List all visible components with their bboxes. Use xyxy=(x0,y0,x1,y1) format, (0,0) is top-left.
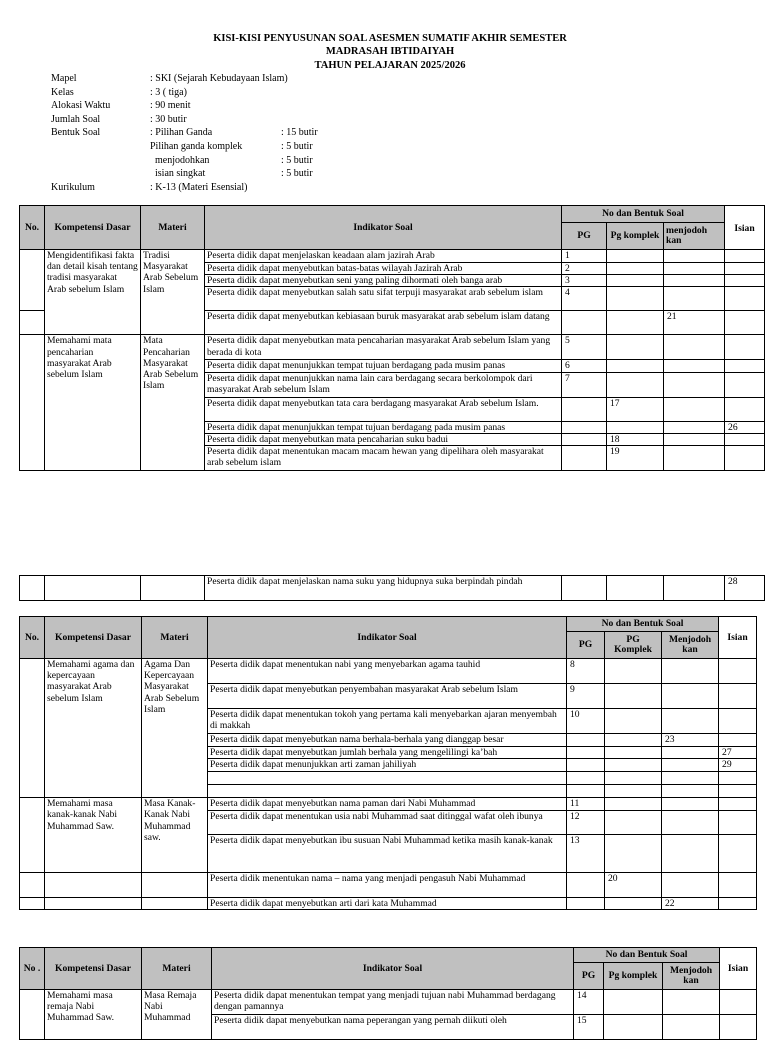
kd-cell: Memahami mata pencaharian masyarakat Arab sebelum Islam xyxy=(45,335,141,471)
indikator-cell: Peserta didik dapat menyebutkan mata pencaharian masyarakat Arab sebelum Islam yang berada di kota xyxy=(205,335,562,360)
meta-key: Bentuk Soal xyxy=(51,127,101,139)
mj-cell: 23 xyxy=(662,734,719,747)
pg-cell: 9 xyxy=(567,684,605,709)
col-isian-header: Isian xyxy=(725,223,765,250)
isian-cell xyxy=(725,372,765,397)
col-materi-header: Materi xyxy=(142,617,208,659)
col-group-header: No dan Bentuk Soal xyxy=(562,206,725,223)
col-pgk-header: Pg komplek xyxy=(607,223,664,250)
pgk-cell xyxy=(605,772,662,785)
col-pg-header: PG xyxy=(567,632,605,659)
meta-key: Mapel xyxy=(51,73,77,84)
blank-header xyxy=(725,206,765,223)
mj-cell xyxy=(662,659,719,684)
pgk-cell: 20 xyxy=(605,873,662,898)
col-indikator-header: Indikator Soal xyxy=(208,617,567,659)
isian-cell xyxy=(720,1015,757,1040)
isian-cell: 29 xyxy=(719,759,757,772)
pgk-cell xyxy=(605,759,662,772)
isian-cell xyxy=(719,835,757,873)
indikator-cell: Peserta didik dapat menyebutkan kebiasaan buruk masyarakat arab sebelum islam datang xyxy=(205,311,562,335)
isian-cell xyxy=(719,798,757,811)
indikator-cell: Peserta didik dapat menunjukkan tempat tujuan berdagang pada musim panas xyxy=(205,360,562,372)
col-mj-header: Menjodoh kan xyxy=(663,963,720,990)
pgk-cell xyxy=(605,659,662,684)
mj-cell xyxy=(662,684,719,709)
indikator-cell: Peserta didik dapat menentukan tempat yang menjadi tujuan nabi Muhammad berdagang dengan pamannya xyxy=(212,990,574,1015)
mj-cell xyxy=(662,759,719,772)
col-no-header: No. xyxy=(20,206,45,250)
no-cell xyxy=(20,990,45,1040)
pg-cell: 12 xyxy=(567,811,605,835)
pgk-cell xyxy=(607,263,664,275)
kisi-table-4 xyxy=(19,947,757,1040)
isian-cell xyxy=(725,263,765,275)
indikator-cell: Peserta didik dapat menyebutkan jumlah berhala yang mengelilingi ka’bah xyxy=(208,747,567,759)
meta-value: : SKI (Sejarah Kebudayaan Islam) xyxy=(150,73,288,84)
mj-cell xyxy=(664,576,725,601)
isian-cell: 28 xyxy=(725,576,765,601)
meta-key: Alokasi Waktu xyxy=(51,100,111,112)
pgk-cell xyxy=(607,311,664,335)
indikator-cell: Peserta didik dapat menyebutkan seni yang paling dihormati oleh banga arab xyxy=(205,275,562,287)
indikator-cell xyxy=(208,772,567,785)
mj-cell xyxy=(664,372,725,397)
no-cell xyxy=(20,659,45,798)
indikator-cell: Peserta didik dapat menyebutkan salah satu sifat terpuji masyarakat arab sebelum islam xyxy=(205,287,562,311)
isian-cell xyxy=(725,287,765,311)
indikator-cell: Peserta didik dapat menunjukkan tempat tujuan berdagang pada musim panas xyxy=(205,421,562,433)
pgk-cell xyxy=(607,250,664,263)
col-kd-header: Kompetensi Dasar xyxy=(45,617,142,659)
mj-cell xyxy=(662,709,719,734)
isian-cell: 27 xyxy=(719,747,757,759)
pgk-cell xyxy=(607,372,664,397)
doc-title-1: KISI-KISI PENYUSUNAN SOAL ASESMEN SUMATIF AKHIR SEMESTER xyxy=(213,33,567,44)
col-indikator-header: Indikator Soal xyxy=(212,948,574,990)
kd-cell: Mengidentifikasi fakta dan detail kisah tentang tradisi masyarakat Arab sebelum Islam xyxy=(45,250,141,335)
mj-cell xyxy=(664,360,725,372)
pg-cell xyxy=(562,446,607,471)
pg-cell: 13 xyxy=(567,835,605,873)
kd-cell: Memahami agama dan kepercayaan masyarakat Arab sebelum Islam xyxy=(45,659,142,798)
col-kd-header: Kompetensi Dasar xyxy=(45,948,142,990)
indikator-cell: Peserta didik dapat menentukan nabi yang menyebarkan agama tauhid xyxy=(208,659,567,684)
pg-cell: 5 xyxy=(562,335,607,360)
meta-key: Kelas xyxy=(51,86,74,98)
pg-cell: 14 xyxy=(574,990,604,1015)
isian-cell xyxy=(719,709,757,734)
pg-cell xyxy=(562,397,607,421)
mj-cell xyxy=(663,990,720,1015)
pgk-cell: 18 xyxy=(607,433,664,445)
indikator-cell: Peserta didik menentukan nama – nama yang menjadi pengasuh Nabi Muhammad xyxy=(208,873,567,898)
materi-cell: Mata Pencaharian Masyarakat Arab Sebelum Islam xyxy=(141,335,205,471)
meta-count: : 15 butir xyxy=(281,127,318,139)
kd-cell xyxy=(45,873,142,898)
pgk-cell xyxy=(604,1015,663,1040)
meta-count: : 5 butir xyxy=(281,140,313,152)
indikator-cell xyxy=(208,785,567,798)
pg-cell xyxy=(567,785,605,798)
pgk-cell: 19 xyxy=(607,446,664,471)
pgk-cell xyxy=(607,275,664,287)
isian-cell xyxy=(719,734,757,747)
meta-key: Jumlah Soal xyxy=(51,113,101,125)
isian-cell xyxy=(725,433,765,445)
pg-cell xyxy=(567,898,605,910)
indikator-cell: Peserta didik dapat menentukan macam macam hewan yang dipelihara oleh masyarakat arab sebelum islam xyxy=(205,446,562,471)
kisi-table-2 xyxy=(19,575,765,601)
isian-cell xyxy=(725,311,765,335)
isian-cell xyxy=(719,811,757,835)
pgk-cell xyxy=(605,709,662,734)
kd-cell xyxy=(45,898,142,910)
kisi-table-1 xyxy=(19,205,765,471)
isian-cell xyxy=(720,990,757,1015)
kd-cell: Memahami masa remaja Nabi Muhammad Saw. xyxy=(45,990,142,1040)
pgk-cell xyxy=(605,835,662,873)
pg-cell: 3 xyxy=(562,275,607,287)
indikator-cell: Peserta didik dapat menyebutkan nama paman dari Nabi Muhammad xyxy=(208,798,567,811)
meta-value: Pilihan ganda komplek xyxy=(150,140,243,152)
mj-cell xyxy=(664,263,725,275)
indikator-cell: Peserta didik dapat menyebutkan ibu susuan Nabi Muhammad ketika masih kanak-kanak xyxy=(208,835,567,873)
indikator-cell: Peserta didik dapat menjelaskan nama suku yang hidupnya suka berpindah pindah xyxy=(205,576,562,601)
isian-cell xyxy=(719,772,757,785)
mj-cell xyxy=(662,873,719,898)
kd-cell xyxy=(45,576,141,601)
isian-cell: 26 xyxy=(725,421,765,433)
col-materi-header: Materi xyxy=(141,206,205,250)
col-pgk-header: PG Komplek xyxy=(605,632,662,659)
indikator-cell: Peserta didik dapat menyebutkan penyembahan masyarakat Arab sebelum Islam xyxy=(208,684,567,709)
meta-count: : 5 butir xyxy=(281,154,313,166)
col-no-header: No. xyxy=(20,617,45,659)
no-cell xyxy=(20,335,45,471)
mj-cell: 21 xyxy=(664,311,725,335)
doc-title-3: TAHUN PELAJARAN 2025/2026 xyxy=(314,60,466,71)
col-group-header: No dan Bentuk Soal xyxy=(567,617,719,632)
pgk-cell xyxy=(607,360,664,372)
pgk-cell xyxy=(605,798,662,811)
pg-cell: 15 xyxy=(574,1015,604,1040)
materi-cell: Masa Kanak-Kanak Nabi Muhammad saw. xyxy=(142,798,208,873)
materi-cell: Tradisi Masyarakat Arab Sebelum Islam xyxy=(141,250,205,335)
meta-value: : 30 butir xyxy=(150,113,187,125)
pgk-cell xyxy=(605,684,662,709)
pgk-cell xyxy=(607,335,664,360)
mj-cell: 22 xyxy=(662,898,719,910)
pgk-cell xyxy=(605,734,662,747)
doc-title-2: MADRASAH IBTIDAIYAH xyxy=(325,46,455,57)
mj-cell xyxy=(662,811,719,835)
indikator-cell: Peserta didik dapat menyebutkan mata pencaharian suku badui xyxy=(205,433,562,445)
pg-cell xyxy=(562,576,607,601)
no-cell xyxy=(20,798,45,873)
pg-cell xyxy=(567,873,605,898)
blank-header xyxy=(719,617,757,632)
isian-cell xyxy=(725,335,765,360)
indikator-cell: Peserta didik dapat menyebutkan tata cara berdagang masyarakat Arab sebelum Islam. xyxy=(205,397,562,421)
indikator-cell: Peserta didik dapat menentukan usia nabi Muhammad saat ditinggal wafat oleh ibunya xyxy=(208,811,567,835)
pg-cell xyxy=(567,772,605,785)
mj-cell xyxy=(664,250,725,263)
pg-cell: 4 xyxy=(562,287,607,311)
pg-cell xyxy=(567,734,605,747)
indikator-cell: Peserta didik dapat menunjukkan nama lain cara berdagang secara berkolompok dari masyarakat Arab sebelum Islam xyxy=(205,372,562,397)
col-kd-header: Kompetensi Dasar xyxy=(45,206,141,250)
pg-cell: 2 xyxy=(562,263,607,275)
meta-value: menjodohkan xyxy=(155,154,210,166)
blank-header xyxy=(720,948,757,963)
kd-cell: Memahami masa kanak-kanak Nabi Muhammad Saw. xyxy=(45,798,142,873)
no-cell xyxy=(20,576,45,601)
mj-cell xyxy=(663,1015,720,1040)
col-pg-header: PG xyxy=(562,223,607,250)
materi-cell xyxy=(141,576,205,601)
pgk-cell xyxy=(605,898,662,910)
isian-cell xyxy=(725,360,765,372)
pgk-cell xyxy=(605,811,662,835)
pg-cell xyxy=(567,759,605,772)
materi-cell xyxy=(142,898,208,910)
meta-key: Kurikulum xyxy=(51,181,95,193)
mj-cell xyxy=(662,785,719,798)
col-no-header: No . xyxy=(20,948,45,990)
col-pg-header: PG xyxy=(574,963,604,990)
meta-value: : K-13 (Materi Esensial) xyxy=(150,181,248,193)
pg-cell: 6 xyxy=(562,360,607,372)
mj-cell xyxy=(664,446,725,471)
isian-cell xyxy=(725,250,765,263)
mj-cell xyxy=(664,335,725,360)
pg-cell: 8 xyxy=(567,659,605,684)
pg-cell: 11 xyxy=(567,798,605,811)
isian-cell xyxy=(719,659,757,684)
meta-count: : 5 butir xyxy=(281,168,313,180)
mj-cell xyxy=(662,747,719,759)
col-mj-header: menjodoh kan xyxy=(664,223,725,250)
pg-cell xyxy=(562,433,607,445)
materi-cell: Agama Dan Kepercayaan Masyarakat Arab Sebelum Islam xyxy=(142,659,208,798)
pgk-cell xyxy=(605,785,662,798)
pg-cell: 10 xyxy=(567,709,605,734)
mj-cell xyxy=(664,433,725,445)
pgk-cell xyxy=(607,421,664,433)
pgk-cell xyxy=(607,576,664,601)
col-isian-header: Isian xyxy=(719,632,757,659)
mj-cell xyxy=(662,798,719,811)
indikator-cell: Peserta didik dapat menjelaskan keadaan alam jazirah Arab xyxy=(205,250,562,263)
indikator-cell: Peserta didik dapat menentukan tokoh yang pertama kali menyebarkan ajaran menyembah di makkah xyxy=(208,709,567,734)
kisi-table-3 xyxy=(19,616,757,910)
isian-cell xyxy=(719,684,757,709)
no-cell xyxy=(20,873,45,898)
pg-cell: 7 xyxy=(562,372,607,397)
mj-cell xyxy=(662,772,719,785)
indikator-cell: Peserta didik dapat menunjukkan arti zaman jahiliyah xyxy=(208,759,567,772)
isian-cell xyxy=(725,397,765,421)
col-indikator-header: Indikator Soal xyxy=(205,206,562,250)
mj-cell xyxy=(664,287,725,311)
meta-value: isian singkat xyxy=(155,168,206,180)
col-isian-header: Isian xyxy=(720,963,757,990)
pg-cell: 1 xyxy=(562,250,607,263)
col-mj-header: Menjodoh kan xyxy=(662,632,719,659)
isian-cell xyxy=(719,898,757,910)
indikator-cell: Peserta didik dapat menyebutkan nama berhala-berhala yang dianggap besar xyxy=(208,734,567,747)
no-cell xyxy=(20,898,45,910)
pgk-cell xyxy=(607,287,664,311)
isian-cell xyxy=(725,446,765,471)
col-group-header: No dan Bentuk Soal xyxy=(574,948,720,963)
no-cell xyxy=(20,311,45,335)
pg-cell xyxy=(562,311,607,335)
col-materi-header: Materi xyxy=(142,948,212,990)
meta-value: : 3 ( tiga) xyxy=(150,86,187,98)
isian-cell xyxy=(719,785,757,798)
isian-cell xyxy=(719,873,757,898)
indikator-cell: Peserta didik dapat menyebutkan batas-batas wilayah Jazirah Arab xyxy=(205,263,562,275)
pg-cell xyxy=(567,747,605,759)
pgk-cell: 17 xyxy=(607,397,664,421)
meta-value: : Pilihan Ganda xyxy=(150,127,213,139)
meta-value: : 90 menit xyxy=(150,100,191,112)
mj-cell xyxy=(664,421,725,433)
pgk-cell xyxy=(605,747,662,759)
no-cell xyxy=(20,250,45,311)
indikator-cell: Peserta didik dapat menyebutkan nama peperangan yang pernah diikuti oleh xyxy=(212,1015,574,1040)
pg-cell xyxy=(562,421,607,433)
mj-cell xyxy=(662,835,719,873)
mj-cell xyxy=(664,275,725,287)
isian-cell xyxy=(725,275,765,287)
pgk-cell xyxy=(604,990,663,1015)
materi-cell: Masa Remaja Nabi Muhammad xyxy=(142,990,212,1040)
col-pgk-header: Pg komplek xyxy=(604,963,663,990)
materi-cell xyxy=(142,873,208,898)
indikator-cell: Peserta didik dapat menyebutkan arti dari kata Muhammad xyxy=(208,898,567,910)
mj-cell xyxy=(664,397,725,421)
